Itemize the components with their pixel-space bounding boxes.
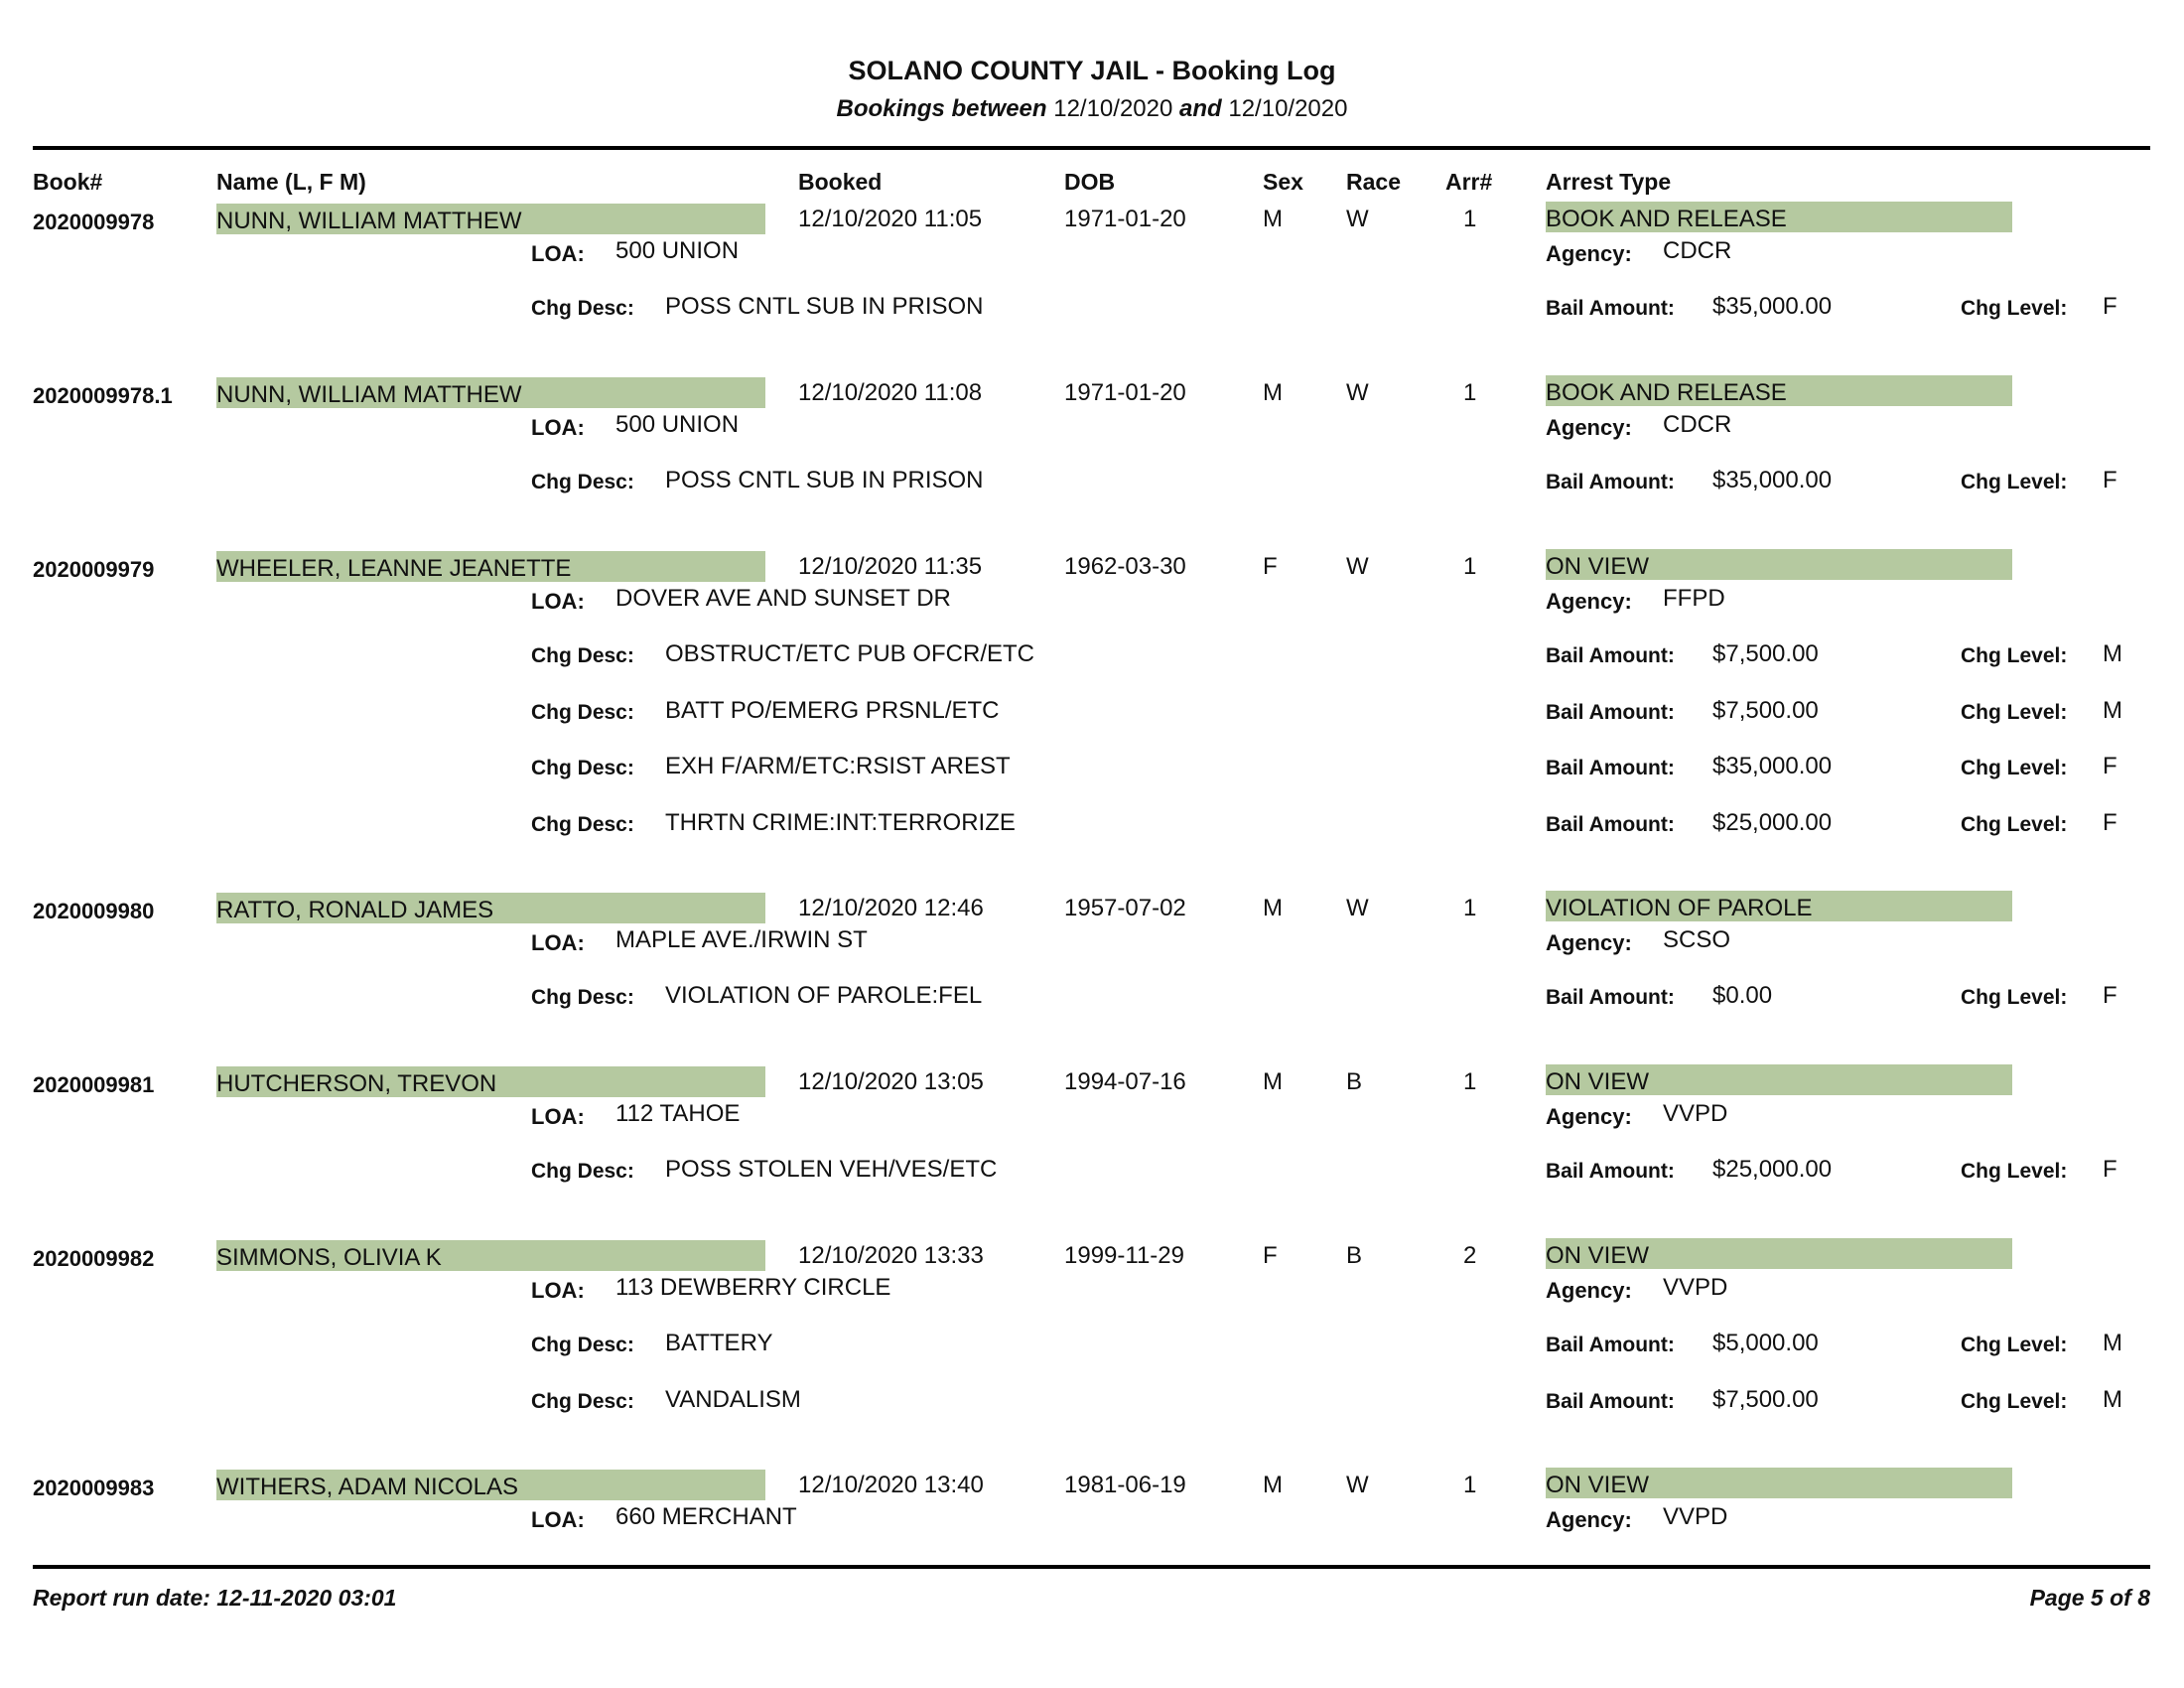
- agency-label: Agency:: [1546, 1104, 1632, 1129]
- col-header-name: Name (L, F M): [216, 169, 366, 195]
- bail-amount-label: Bail Amount:: [1546, 1160, 1675, 1183]
- booking-record: [0, 549, 2184, 836]
- chg-desc-label: Chg Desc:: [531, 757, 634, 779]
- booking-record: [0, 1468, 2184, 1532]
- inmate-name: HUTCHERSON, TREVON: [216, 1070, 497, 1097]
- arrest-number: 2: [1463, 1242, 1477, 1269]
- arrest-number: 1: [1463, 206, 1477, 232]
- booking-record: [0, 202, 2184, 320]
- dob: 1971-01-20: [1064, 379, 1186, 406]
- loa-value: DOVER AVE AND SUNSET DR: [615, 585, 951, 612]
- subtitle-prefix: Bookings between: [836, 95, 1047, 122]
- charge-level: M: [2103, 696, 2122, 724]
- loa-label: LOA:: [531, 1104, 585, 1129]
- bail-amount-label: Bail Amount:: [1546, 1389, 1675, 1413]
- chg-level-label: Chg Level:: [1961, 986, 2068, 1009]
- sex: M: [1263, 379, 1283, 406]
- chg-level-label: Chg Level:: [1961, 471, 2068, 493]
- agency-label: Agency:: [1546, 589, 1632, 614]
- agency-value: FFPD: [1663, 585, 1725, 612]
- arrest-type: BOOK AND RELEASE: [1546, 379, 1787, 406]
- charge-description: EXH F/ARM/ETC:RSIST AREST: [665, 753, 1011, 779]
- bottom-rule: [33, 1565, 2150, 1569]
- arrest-type-highlight: [1546, 375, 2012, 406]
- charge-level: M: [2103, 640, 2122, 667]
- race: W: [1346, 379, 1369, 406]
- sex: F: [1263, 553, 1278, 580]
- top-rule: [33, 146, 2150, 150]
- race: W: [1346, 895, 1369, 921]
- agency-label: Agency:: [1546, 241, 1632, 266]
- loa-label: LOA:: [531, 415, 585, 440]
- bail-amount: $35,000.00: [1712, 293, 1833, 320]
- name-highlight: [216, 1066, 765, 1097]
- loa-value: 660 MERCHANT: [615, 1503, 797, 1530]
- arrest-type-highlight: [1546, 891, 2012, 921]
- charge-description: VIOLATION OF PAROLE:FEL: [665, 982, 983, 1009]
- chg-level-label: Chg Level:: [1961, 1334, 2068, 1356]
- loa-label: LOA:: [531, 1278, 585, 1303]
- charge-description: BATT PO/EMERG PRSNL/ETC: [665, 696, 1000, 724]
- chg-desc-label: Chg Desc:: [531, 986, 634, 1009]
- race: B: [1346, 1068, 1363, 1095]
- loa-label: LOA:: [531, 589, 585, 614]
- agency-value: VVPD: [1663, 1274, 1728, 1301]
- booked-datetime: 12/10/2020 11:08: [798, 379, 983, 406]
- chg-desc-label: Chg Desc:: [531, 812, 634, 836]
- chg-desc-label: Chg Desc:: [531, 1334, 634, 1356]
- book-number: 2020009983: [33, 1476, 155, 1500]
- booked-datetime: 12/10/2020 11:35: [798, 553, 983, 580]
- report-subtitle: [0, 95, 2184, 123]
- agency-label: Agency:: [1546, 415, 1632, 440]
- chg-level-label: Chg Level:: [1961, 757, 2068, 779]
- charge-level: F: [2103, 293, 2117, 320]
- booked-datetime: 12/10/2020 12:46: [798, 895, 984, 921]
- run-date-label: Report run date:: [33, 1585, 210, 1611]
- loa-value: 500 UNION: [615, 237, 740, 264]
- dob: 1999-11-29: [1064, 1242, 1184, 1269]
- loa-label: LOA:: [531, 930, 585, 955]
- charge-level: F: [2103, 753, 2117, 779]
- sex: M: [1263, 1472, 1283, 1498]
- booked-datetime: 12/10/2020 11:05: [798, 206, 983, 232]
- booking-record: [0, 1238, 2184, 1413]
- dob: 1981-06-19: [1064, 1472, 1186, 1498]
- inmate-name: WITHERS, ADAM NICOLAS: [216, 1474, 519, 1500]
- bail-amount-label: Bail Amount:: [1546, 700, 1675, 724]
- chg-desc-label: Chg Desc:: [531, 471, 634, 493]
- charge-description: VANDALISM: [665, 1385, 801, 1413]
- arrest-number: 1: [1463, 895, 1477, 921]
- col-header-race: Race: [1346, 169, 1401, 195]
- agency-value: CDCR: [1663, 411, 1732, 438]
- book-number: 2020009980: [33, 899, 155, 923]
- race: W: [1346, 1472, 1369, 1498]
- col-header-book: Book#: [33, 169, 103, 195]
- arrest-type-highlight: [1546, 202, 2012, 232]
- arrest-type: BOOK AND RELEASE: [1546, 206, 1787, 232]
- charge-description: OBSTRUCT/ETC PUB OFCR/ETC: [665, 640, 1035, 667]
- booked-datetime: 12/10/2020 13:05: [798, 1068, 984, 1095]
- dob: 1962-03-30: [1064, 553, 1186, 580]
- bail-amount: $5,000.00: [1712, 1330, 1819, 1356]
- chg-level-label: Chg Level:: [1961, 1389, 2068, 1413]
- run-date-value: 12-11-2020 03:01: [216, 1585, 397, 1611]
- loa-value: MAPLE AVE./IRWIN ST: [615, 926, 868, 953]
- arrest-number: 1: [1463, 379, 1477, 406]
- agency-value: VVPD: [1663, 1503, 1728, 1530]
- dob: 1957-07-02: [1064, 895, 1186, 921]
- bail-amount: $25,000.00: [1712, 808, 1833, 836]
- name-highlight: [216, 377, 765, 408]
- dob: 1971-01-20: [1064, 206, 1186, 232]
- book-number: 2020009978: [33, 210, 155, 234]
- sex: M: [1263, 206, 1283, 232]
- chg-level-label: Chg Level:: [1961, 812, 2068, 836]
- charge-level: F: [2103, 808, 2117, 836]
- race: W: [1346, 553, 1369, 580]
- bail-amount-label: Bail Amount:: [1546, 297, 1675, 320]
- inmate-name: NUNN, WILLIAM MATTHEW: [216, 381, 522, 408]
- arrest-number: 1: [1463, 553, 1477, 580]
- agency-label: Agency:: [1546, 1278, 1632, 1303]
- inmate-name: SIMMONS, OLIVIA K: [216, 1244, 442, 1271]
- arrest-type: ON VIEW: [1546, 553, 1650, 580]
- col-header-sex: Sex: [1263, 169, 1303, 195]
- chg-desc-label: Chg Desc:: [531, 1389, 634, 1413]
- sex: M: [1263, 1068, 1283, 1095]
- end-date: 12/10/2020: [1228, 95, 1348, 122]
- arrest-number: 1: [1463, 1068, 1477, 1095]
- bail-amount: $35,000.00: [1712, 467, 1833, 493]
- arrest-type-highlight: [1546, 1064, 2012, 1095]
- charge-level: F: [2103, 982, 2117, 1009]
- arrest-type-highlight: [1546, 1468, 2012, 1498]
- col-header-booked: Booked: [798, 169, 883, 195]
- page-number: Page 5 of 8: [2029, 1585, 2150, 1611]
- bail-amount: $0.00: [1712, 982, 1773, 1009]
- agency-value: SCSO: [1663, 926, 1731, 953]
- name-highlight: [216, 204, 765, 234]
- chg-desc-label: Chg Desc:: [531, 1160, 634, 1183]
- col-header-dob: DOB: [1064, 169, 1116, 195]
- book-number: 2020009978.1: [33, 383, 173, 408]
- chg-level-label: Chg Level:: [1961, 644, 2068, 667]
- charge-description: BATTERY: [665, 1330, 773, 1356]
- inmate-name: WHEELER, LEANNE JEANETTE: [216, 555, 572, 582]
- report-title: SOLANO COUNTY JAIL - Booking Log: [848, 56, 1336, 85]
- charge-description: POSS CNTL SUB IN PRISON: [665, 467, 984, 493]
- chg-level-label: Chg Level:: [1961, 700, 2068, 724]
- chg-level-label: Chg Level:: [1961, 297, 2068, 320]
- arrest-number: 1: [1463, 1472, 1477, 1498]
- start-date: 12/10/2020: [1053, 95, 1173, 122]
- sex: M: [1263, 895, 1283, 921]
- bail-amount: $25,000.00: [1712, 1156, 1833, 1183]
- name-highlight: [216, 551, 765, 582]
- booking-record: [0, 375, 2184, 493]
- report-run-date: [33, 1585, 396, 1612]
- arrest-type: ON VIEW: [1546, 1472, 1650, 1498]
- bail-amount-label: Bail Amount:: [1546, 986, 1675, 1009]
- bail-amount-label: Bail Amount:: [1546, 1334, 1675, 1356]
- race: B: [1346, 1242, 1363, 1269]
- booked-datetime: 12/10/2020 13:40: [798, 1472, 984, 1498]
- bail-amount: $35,000.00: [1712, 753, 1833, 779]
- bail-amount: $7,500.00: [1712, 696, 1819, 724]
- arrest-type-highlight: [1546, 549, 2012, 580]
- charge-description: POSS STOLEN VEH/VES/ETC: [665, 1156, 998, 1183]
- chg-desc-label: Chg Desc:: [531, 297, 634, 320]
- booked-datetime: 12/10/2020 13:33: [798, 1242, 984, 1269]
- name-highlight: [216, 1470, 765, 1500]
- charge-level: F: [2103, 1156, 2117, 1183]
- loa-value: 500 UNION: [615, 411, 740, 438]
- bail-amount: $7,500.00: [1712, 640, 1819, 667]
- booking-record: [0, 891, 2184, 1009]
- inmate-name: NUNN, WILLIAM MATTHEW: [216, 208, 522, 234]
- name-highlight: [216, 893, 765, 923]
- sex: F: [1263, 1242, 1278, 1269]
- arrest-type-highlight: [1546, 1238, 2012, 1269]
- subtitle-and: and: [1179, 95, 1222, 122]
- chg-desc-label: Chg Desc:: [531, 644, 634, 667]
- bail-amount-label: Bail Amount:: [1546, 812, 1675, 836]
- book-number: 2020009981: [33, 1072, 155, 1097]
- book-number: 2020009982: [33, 1246, 155, 1271]
- agency-label: Agency:: [1546, 1507, 1632, 1532]
- bail-amount-label: Bail Amount:: [1546, 757, 1675, 779]
- bail-amount-label: Bail Amount:: [1546, 471, 1675, 493]
- inmate-name: RATTO, RONALD JAMES: [216, 897, 494, 923]
- booking-record: [0, 1064, 2184, 1183]
- charge-description: POSS CNTL SUB IN PRISON: [665, 293, 984, 320]
- arrest-type: ON VIEW: [1546, 1068, 1650, 1095]
- col-header-arrest-type: Arrest Type: [1546, 169, 1672, 195]
- loa-label: LOA:: [531, 1507, 585, 1532]
- col-header-arr: Arr#: [1445, 169, 1493, 195]
- charge-level: M: [2103, 1330, 2122, 1356]
- loa-value: 113 DEWBERRY CIRCLE: [615, 1274, 891, 1301]
- chg-level-label: Chg Level:: [1961, 1160, 2068, 1183]
- book-number: 2020009979: [33, 557, 155, 582]
- bail-amount: $7,500.00: [1712, 1385, 1819, 1413]
- race: W: [1346, 206, 1369, 232]
- charge-description: THRTN CRIME:INT:TERRORIZE: [665, 808, 1016, 836]
- charge-level: F: [2103, 467, 2117, 493]
- name-highlight: [216, 1240, 765, 1271]
- loa-value: 112 TAHOE: [615, 1100, 741, 1127]
- chg-desc-label: Chg Desc:: [531, 700, 634, 724]
- arrest-type: VIOLATION OF PAROLE: [1546, 895, 1813, 921]
- charge-level: M: [2103, 1385, 2122, 1413]
- agency-value: CDCR: [1663, 237, 1732, 264]
- arrest-type: ON VIEW: [1546, 1242, 1650, 1269]
- dob: 1994-07-16: [1064, 1068, 1186, 1095]
- loa-label: LOA:: [531, 241, 585, 266]
- bail-amount-label: Bail Amount:: [1546, 644, 1675, 667]
- agency-value: VVPD: [1663, 1100, 1728, 1127]
- agency-label: Agency:: [1546, 930, 1632, 955]
